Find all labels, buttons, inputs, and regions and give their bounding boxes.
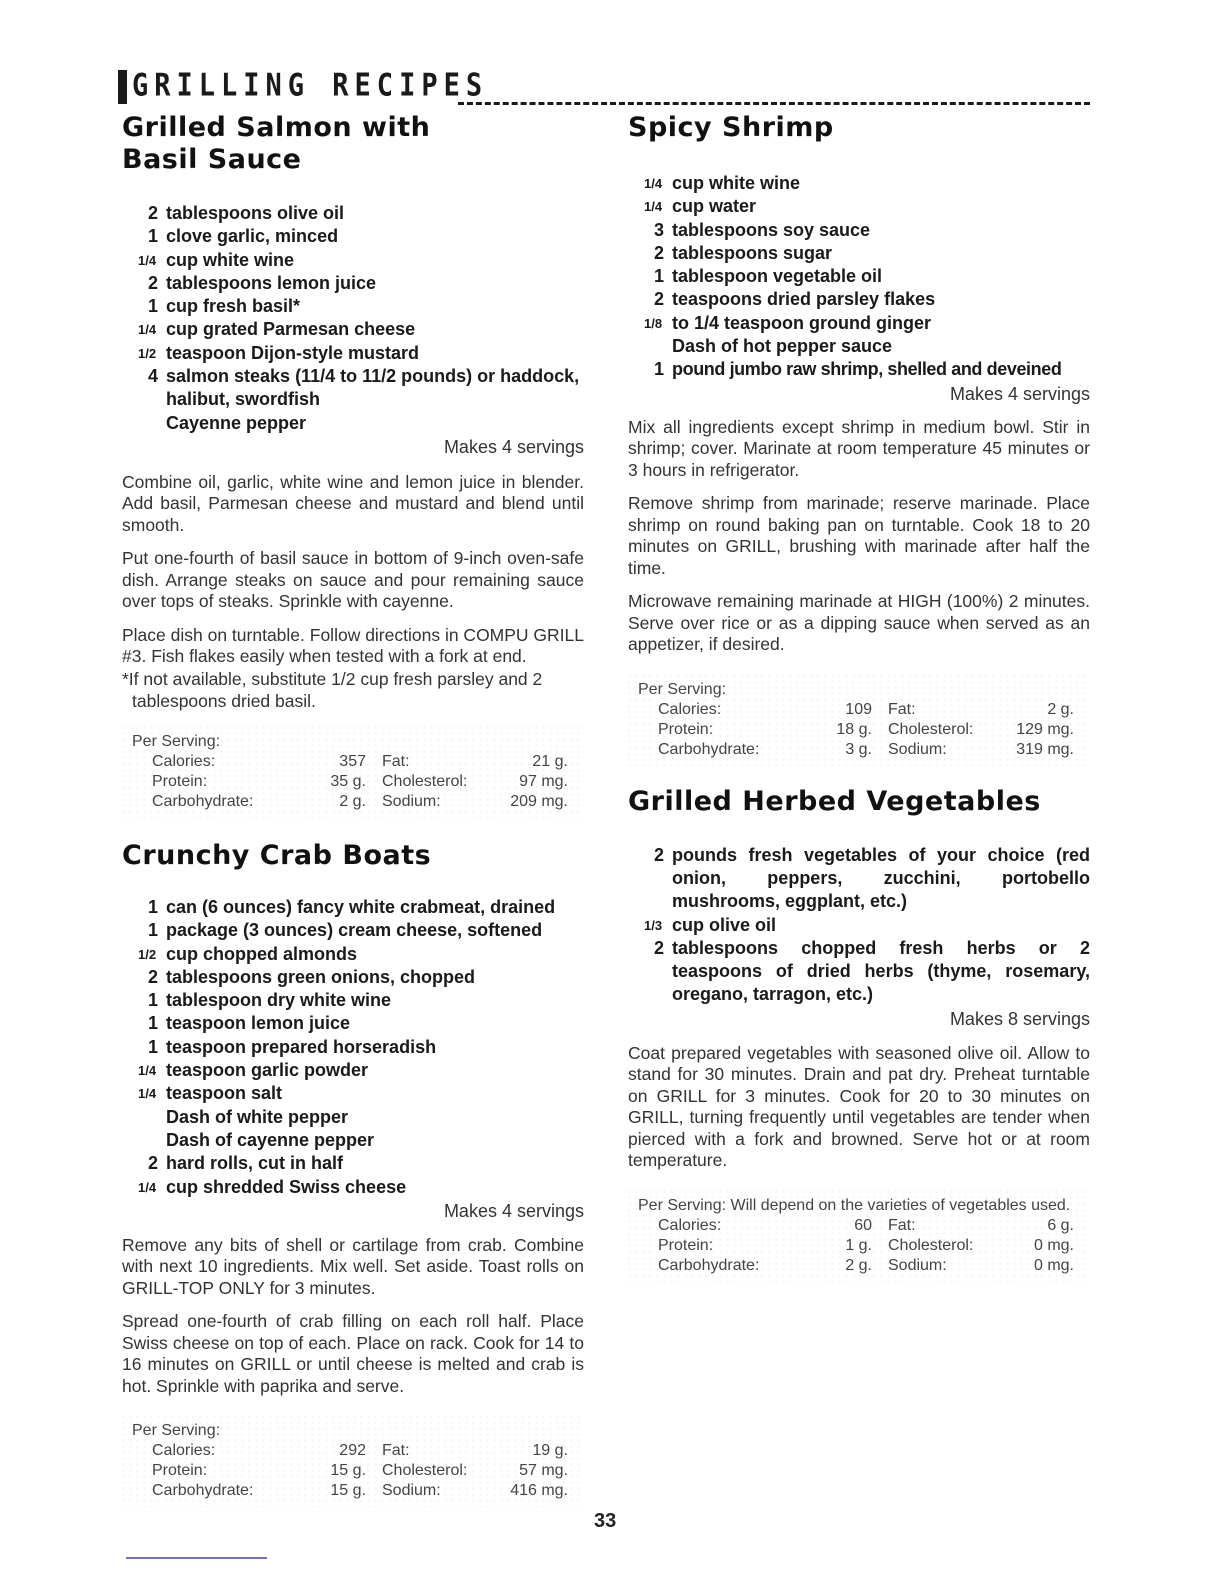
ingredient-qty: 1: [147, 896, 158, 917]
ingredient-text: tablespoons soy sauce: [672, 219, 871, 240]
ingredient-text: package (3 ounces) cream cheese, softened: [166, 920, 543, 941]
ingredient-item: [628, 937, 1090, 1007]
nutrition-value: 57 mg.: [519, 1462, 568, 1480]
nutrition-row: [638, 1236, 1082, 1256]
nutrition-value: 21 g.: [532, 752, 568, 770]
ingredient-qty: 1/4: [644, 176, 663, 191]
instruction-paragraph: Coat prepared vegetables with seasoned olive oil. Allow to stand for 30 minutes. Drain and pat dry. Preheat turntable on GRILL for 3 minutes. Cook for 20 to 30 minutes on GRILL, turning frequently until vegetables are tender when pierced with a fork and browned. Serve hot or at room temperature.: [628, 1042, 1090, 1171]
ingredient-item: [122, 272, 584, 295]
ingredient-qty: [122, 1106, 166, 1129]
ingredient-item: [122, 1152, 584, 1175]
ingredient-text: cup chopped almonds: [166, 943, 358, 964]
nutrition-row: [638, 720, 1082, 740]
ingredient-qty: 1/8: [644, 315, 663, 331]
left-column: [122, 112, 584, 1507]
ingredient-item: [122, 225, 584, 248]
ingredient-text: cup grated Parmesan cheese: [166, 319, 416, 340]
nutrition-label: Calories:: [152, 1442, 216, 1460]
nutrition-value: 357: [339, 752, 366, 770]
instruction-paragraph: Put one-fourth of basil sauce in bottom of 9-inch oven-safe dish. Arrange steaks on sauce and pour remaining sauce over tops of steaks. Sprinkle with cayenne.: [122, 548, 584, 612]
nutrition-heading: Per Serving:: [132, 732, 221, 750]
ingredient-qty: 1: [147, 1036, 158, 1057]
nutrition-row: [132, 1461, 576, 1481]
right-column: [628, 112, 1090, 1282]
ingredient-item: [628, 335, 1090, 358]
ingredient-qty: 2: [147, 203, 158, 223]
nutrition-label: Calories:: [152, 752, 216, 770]
ingredient-qty: 1: [147, 226, 158, 247]
ingredient-item: [122, 966, 584, 989]
ingredient-qty: 1/4: [644, 199, 663, 215]
ingredient-item: [122, 1012, 584, 1035]
ingredient-item: [628, 195, 1090, 218]
ingredient-item: [122, 412, 584, 435]
nutrition-label: Fat:: [382, 1442, 410, 1460]
ingredient-text: pound jumbo raw shrimp, shelled and deveined: [672, 359, 1062, 380]
ingredient-qty: 2: [653, 242, 664, 263]
ingredient-text: tablespoons green onions, chopped: [166, 966, 476, 987]
ingredient-item: [122, 342, 584, 365]
ingredient-item: [628, 844, 1090, 914]
ingredient-qty: 2: [653, 289, 664, 310]
nutrition-label: Sodium:: [888, 1256, 947, 1274]
ingredient-item: [122, 919, 584, 942]
nutrition-box: [122, 1415, 584, 1507]
servings-note: Makes 4 servings: [949, 383, 1090, 404]
nutrition-value: 319 mg.: [1016, 740, 1074, 758]
ingredient-text: teaspoon Dijon-style mustard: [166, 342, 420, 363]
ingredient-qty: 1/4: [138, 322, 157, 338]
instruction-paragraph: Combine oil, garlic, white wine and lemon juice in blender. Add basil, Parmesan cheese and mustard and blend until smooth.: [122, 471, 584, 535]
ingredient-qty: 1: [653, 359, 664, 380]
nutrition-value: 0 mg.: [1033, 1256, 1074, 1274]
nutrition-value: 1 g.: [845, 1236, 872, 1254]
ingredient-qty: 2: [147, 966, 158, 987]
recipe-title: Grilled Salmon with Basil Sauce: [122, 112, 431, 175]
ingredient-item: [628, 288, 1090, 311]
ingredient-text: cup shredded Swiss cheese: [166, 1176, 407, 1197]
header-title: GRILLING RECIPES: [132, 68, 489, 104]
recipe-spicy-shrimp: [628, 112, 1090, 766]
nutrition-row: [132, 1481, 576, 1501]
ingredient-text: teaspoon lemon juice: [166, 1013, 351, 1034]
nutrition-value: 2 g.: [1047, 700, 1074, 718]
nutrition-box: [628, 674, 1090, 766]
ingredient-qty: 1/3: [644, 917, 663, 933]
ingredient-item: [122, 989, 584, 1012]
ingredient-qty: 3: [653, 219, 664, 240]
ingredient-text: to 1/4 teaspoon ground ginger: [672, 312, 932, 333]
ingredient-item: [122, 202, 584, 225]
nutrition-row: [638, 1256, 1082, 1276]
footer-rule: [126, 1557, 267, 1559]
instruction-paragraph: Place dish on turntable. Follow directions in COMPU GRILL #3. Fish flakes easily when tested with a fork at end.: [122, 624, 585, 667]
ingredient-item: [122, 295, 584, 318]
ingredient-item: [122, 365, 584, 412]
ingredient-qty: 2: [147, 272, 158, 293]
note-line: *If not available, substitute 1/2 cup fresh parsley and 2: [122, 668, 543, 689]
ingredient-text: Dash of cayenne pepper: [166, 1129, 375, 1150]
ingredient-qty: 1/4: [138, 1086, 157, 1102]
ingredient-text: tablespoons lemon juice: [166, 272, 377, 293]
ingredient-qty: 1/4: [138, 1063, 157, 1079]
nutrition-label: Fat:: [382, 752, 410, 770]
nutrition-value: 3 g.: [845, 740, 872, 758]
nutrition-label: Protein:: [152, 1462, 208, 1480]
recipe-title: Crunchy Crab Boats: [122, 839, 432, 871]
ingredient-text: hard rolls, cut in half: [166, 1153, 344, 1174]
ingredient-text: teaspoon prepared horseradish: [166, 1036, 437, 1057]
ingredient-text: clove garlic, minced: [166, 226, 339, 247]
header-bar: [118, 70, 127, 104]
nutrition-row: [638, 700, 1082, 720]
instruction-paragraph: Remove shrimp from marinade; reserve marinade. Place shrimp on round baking pan on turntable. Cook 18 to 20 minutes on GRILL, brushing with marinade after half the time.: [628, 493, 1090, 578]
nutrition-value: 35 g.: [330, 772, 366, 790]
nutrition-label: Calories:: [658, 1216, 722, 1234]
ingredient-text: tablespoons sugar: [672, 242, 833, 263]
ingredient-text: Dash of hot pepper sauce: [672, 336, 893, 357]
nutrition-value: 60: [854, 1216, 872, 1234]
ingredient-qty: [122, 1129, 166, 1152]
nutrition-row: [638, 1216, 1082, 1236]
ingredient-text: cup olive oil: [672, 914, 777, 935]
ingredient-text: teaspoon salt: [166, 1083, 283, 1104]
nutrition-value: 2 g.: [845, 1256, 872, 1274]
ingredient-text: salmon steaks (11/4 to 11/2 pounds) or haddock, halibut, swordfish: [166, 366, 580, 410]
header-dashed-rule: [458, 102, 1090, 105]
ingredient-text: tablespoons olive oil: [166, 203, 345, 223]
ingredient-item: [122, 318, 584, 341]
ingredient-text: tablespoon vegetable oil: [672, 266, 883, 287]
ingredient-qty: 1/2: [138, 345, 157, 361]
substitution-note: [122, 668, 584, 712]
nutrition-label: Sodium:: [382, 792, 441, 810]
instruction-paragraph: Remove any bits of shell or cartilage from crab. Combine with next 10 ingredients. Mix well. Set aside. Toast rolls on GRILL-TOP ONLY for 3 minutes.: [122, 1234, 584, 1298]
page-number: 33: [594, 1510, 617, 1532]
ingredient-text: teaspoon garlic powder: [166, 1060, 369, 1081]
ingredient-item: [628, 358, 1090, 381]
ingredient-text: cup water: [672, 196, 757, 217]
ingredient-item: [122, 1106, 584, 1129]
nutrition-value: 0 mg.: [1033, 1236, 1074, 1254]
nutrition-value: 2 g.: [339, 792, 366, 810]
ingredient-text: Dash of white pepper: [166, 1106, 349, 1127]
ingredient-qty: 1: [147, 920, 158, 941]
ingredient-list: [122, 202, 584, 435]
ingredient-qty: 1: [653, 266, 664, 287]
ingredient-text: cup fresh basil*: [166, 296, 301, 317]
ingredient-item: [122, 943, 584, 966]
ingredient-list: [628, 172, 1090, 382]
ingredient-item: [628, 242, 1090, 265]
nutrition-label: Carbohydrate:: [658, 1256, 760, 1274]
nutrition-label: Cholesterol:: [888, 1236, 974, 1254]
nutrition-label: Sodium:: [382, 1482, 441, 1500]
ingredient-text: Cayenne pepper: [166, 412, 307, 433]
recipe-title: Grilled Herbed Vegetables: [628, 785, 1041, 817]
ingredient-qty: [122, 412, 166, 435]
ingredient-qty: 1: [147, 990, 158, 1011]
ingredient-item: [122, 1176, 584, 1199]
ingredient-item: [122, 249, 584, 272]
ingredient-item: [122, 1082, 584, 1105]
nutrition-value: 109: [845, 700, 872, 718]
nutrition-heading: Per Serving:: [132, 1422, 221, 1440]
nutrition-row: [132, 772, 576, 792]
ingredient-qty: 1/4: [138, 252, 157, 268]
nutrition-value: 15 g.: [330, 1482, 366, 1500]
nutrition-value: 129 mg.: [1016, 720, 1074, 738]
ingredient-qty: 4: [147, 366, 158, 387]
ingredient-qty: 1/2: [138, 946, 157, 962]
ingredient-qty: [628, 335, 672, 358]
ingredient-qty: 1: [147, 296, 158, 317]
recipe-grilled-salmon: [122, 112, 584, 818]
nutrition-label: Fat:: [888, 1216, 916, 1234]
recipe-title: Spicy Shrimp: [628, 112, 834, 143]
nutrition-label: Cholesterol:: [382, 772, 468, 790]
nutrition-value: 15 g.: [330, 1462, 366, 1480]
ingredient-list: [122, 896, 584, 1199]
nutrition-value: 6 g.: [1047, 1216, 1074, 1234]
ingredient-list: [628, 844, 1090, 1007]
ingredient-qty: 2: [147, 1153, 158, 1174]
nutrition-label: Carbohydrate:: [152, 1482, 254, 1500]
ingredient-item: [628, 312, 1090, 335]
nutrition-value: 416 mg.: [510, 1482, 568, 1500]
nutrition-label: Fat:: [888, 700, 916, 718]
ingredient-text: cup white wine: [166, 249, 295, 270]
nutrition-label: Calories:: [658, 700, 722, 718]
nutrition-label: Sodium:: [888, 740, 947, 758]
nutrition-heading: Per Serving: Will depend on the varieties of vegetables used.: [638, 1196, 1071, 1214]
instruction-paragraph: Mix all ingredients except shrimp in medium bowl. Stir in shrimp; cover. Marinate at room temperature 45 minutes or 3 hours in refrigerator.: [628, 416, 1090, 480]
ingredient-text: cup white wine: [672, 173, 801, 193]
ingredient-text: pounds fresh vegetables of your choice (red onion, peppers, zucchini, portobello mushrooms, eggplant, etc.): [672, 844, 1090, 912]
ingredient-qty: 1/4: [138, 1179, 157, 1195]
instruction-paragraph: Spread one-fourth of crab filling on each roll half. Place Swiss cheese on top of each. Place on rack. Cook for 14 to 16 minutes on GRILL or until cheese is melted and crab is hot. Sprinkle with paprika and serve.: [122, 1311, 584, 1396]
nutrition-row: [132, 1441, 576, 1461]
ingredient-item: [122, 1129, 584, 1152]
nutrition-box: [628, 1190, 1090, 1282]
nutrition-box: [122, 726, 584, 818]
ingredient-text: teaspoons dried parsley flakes: [672, 289, 936, 310]
nutrition-label: Cholesterol:: [382, 1462, 468, 1480]
ingredient-item: [122, 896, 584, 919]
ingredient-qty: 2: [653, 937, 664, 958]
servings-note: Makes 4 servings: [443, 1200, 584, 1221]
nutrition-value: 209 mg.: [510, 792, 568, 810]
note-line: tablespoons dried basil.: [132, 690, 316, 711]
ingredient-qty: 1: [147, 1013, 158, 1034]
servings-note: Makes 8 servings: [949, 1008, 1090, 1029]
nutrition-value: 292: [339, 1442, 366, 1460]
ingredient-item: [122, 1036, 584, 1059]
nutrition-label: Cholesterol:: [888, 720, 974, 738]
nutrition-label: Protein:: [658, 720, 714, 738]
ingredient-text: tablespoon dry white wine: [166, 990, 392, 1011]
ingredient-text: tablespoons chopped fresh herbs or 2 teaspoons of dried herbs (thyme, rosemary, oregano, tarragon, etc.): [672, 937, 1090, 1005]
recipe-crunchy-crab-boats: [122, 840, 584, 1507]
nutrition-row: [132, 792, 576, 812]
nutrition-label: Protein:: [658, 1236, 714, 1254]
nutrition-heading: Per Serving:: [638, 680, 727, 698]
nutrition-value: 97 mg.: [519, 772, 568, 790]
ingredient-item: [628, 172, 1090, 195]
nutrition-label: Carbohydrate:: [152, 792, 254, 810]
section-header: [118, 66, 1090, 106]
ingredient-item: [628, 265, 1090, 288]
ingredient-item: [628, 914, 1090, 937]
ingredient-item: [122, 1059, 584, 1082]
instruction-paragraph: Microwave remaining marinade at HIGH (100%) 2 minutes. Serve over rice or as a dipping sauce when served as an appetizer, if desired.: [628, 591, 1090, 655]
ingredient-text: can (6 ounces) fancy white crabmeat, drained: [166, 896, 556, 917]
servings-note: Makes 4 servings: [443, 436, 584, 457]
nutrition-value: 19 g.: [532, 1442, 568, 1460]
ingredient-item: [628, 219, 1090, 242]
nutrition-label: Protein:: [152, 772, 208, 790]
ingredient-qty: 2: [653, 844, 664, 865]
recipe-grilled-herbed-vegetables: [628, 786, 1090, 1282]
nutrition-row: [638, 740, 1082, 760]
nutrition-label: Carbohydrate:: [658, 740, 760, 758]
nutrition-row: [132, 752, 576, 772]
nutrition-value: 18 g.: [836, 720, 872, 738]
